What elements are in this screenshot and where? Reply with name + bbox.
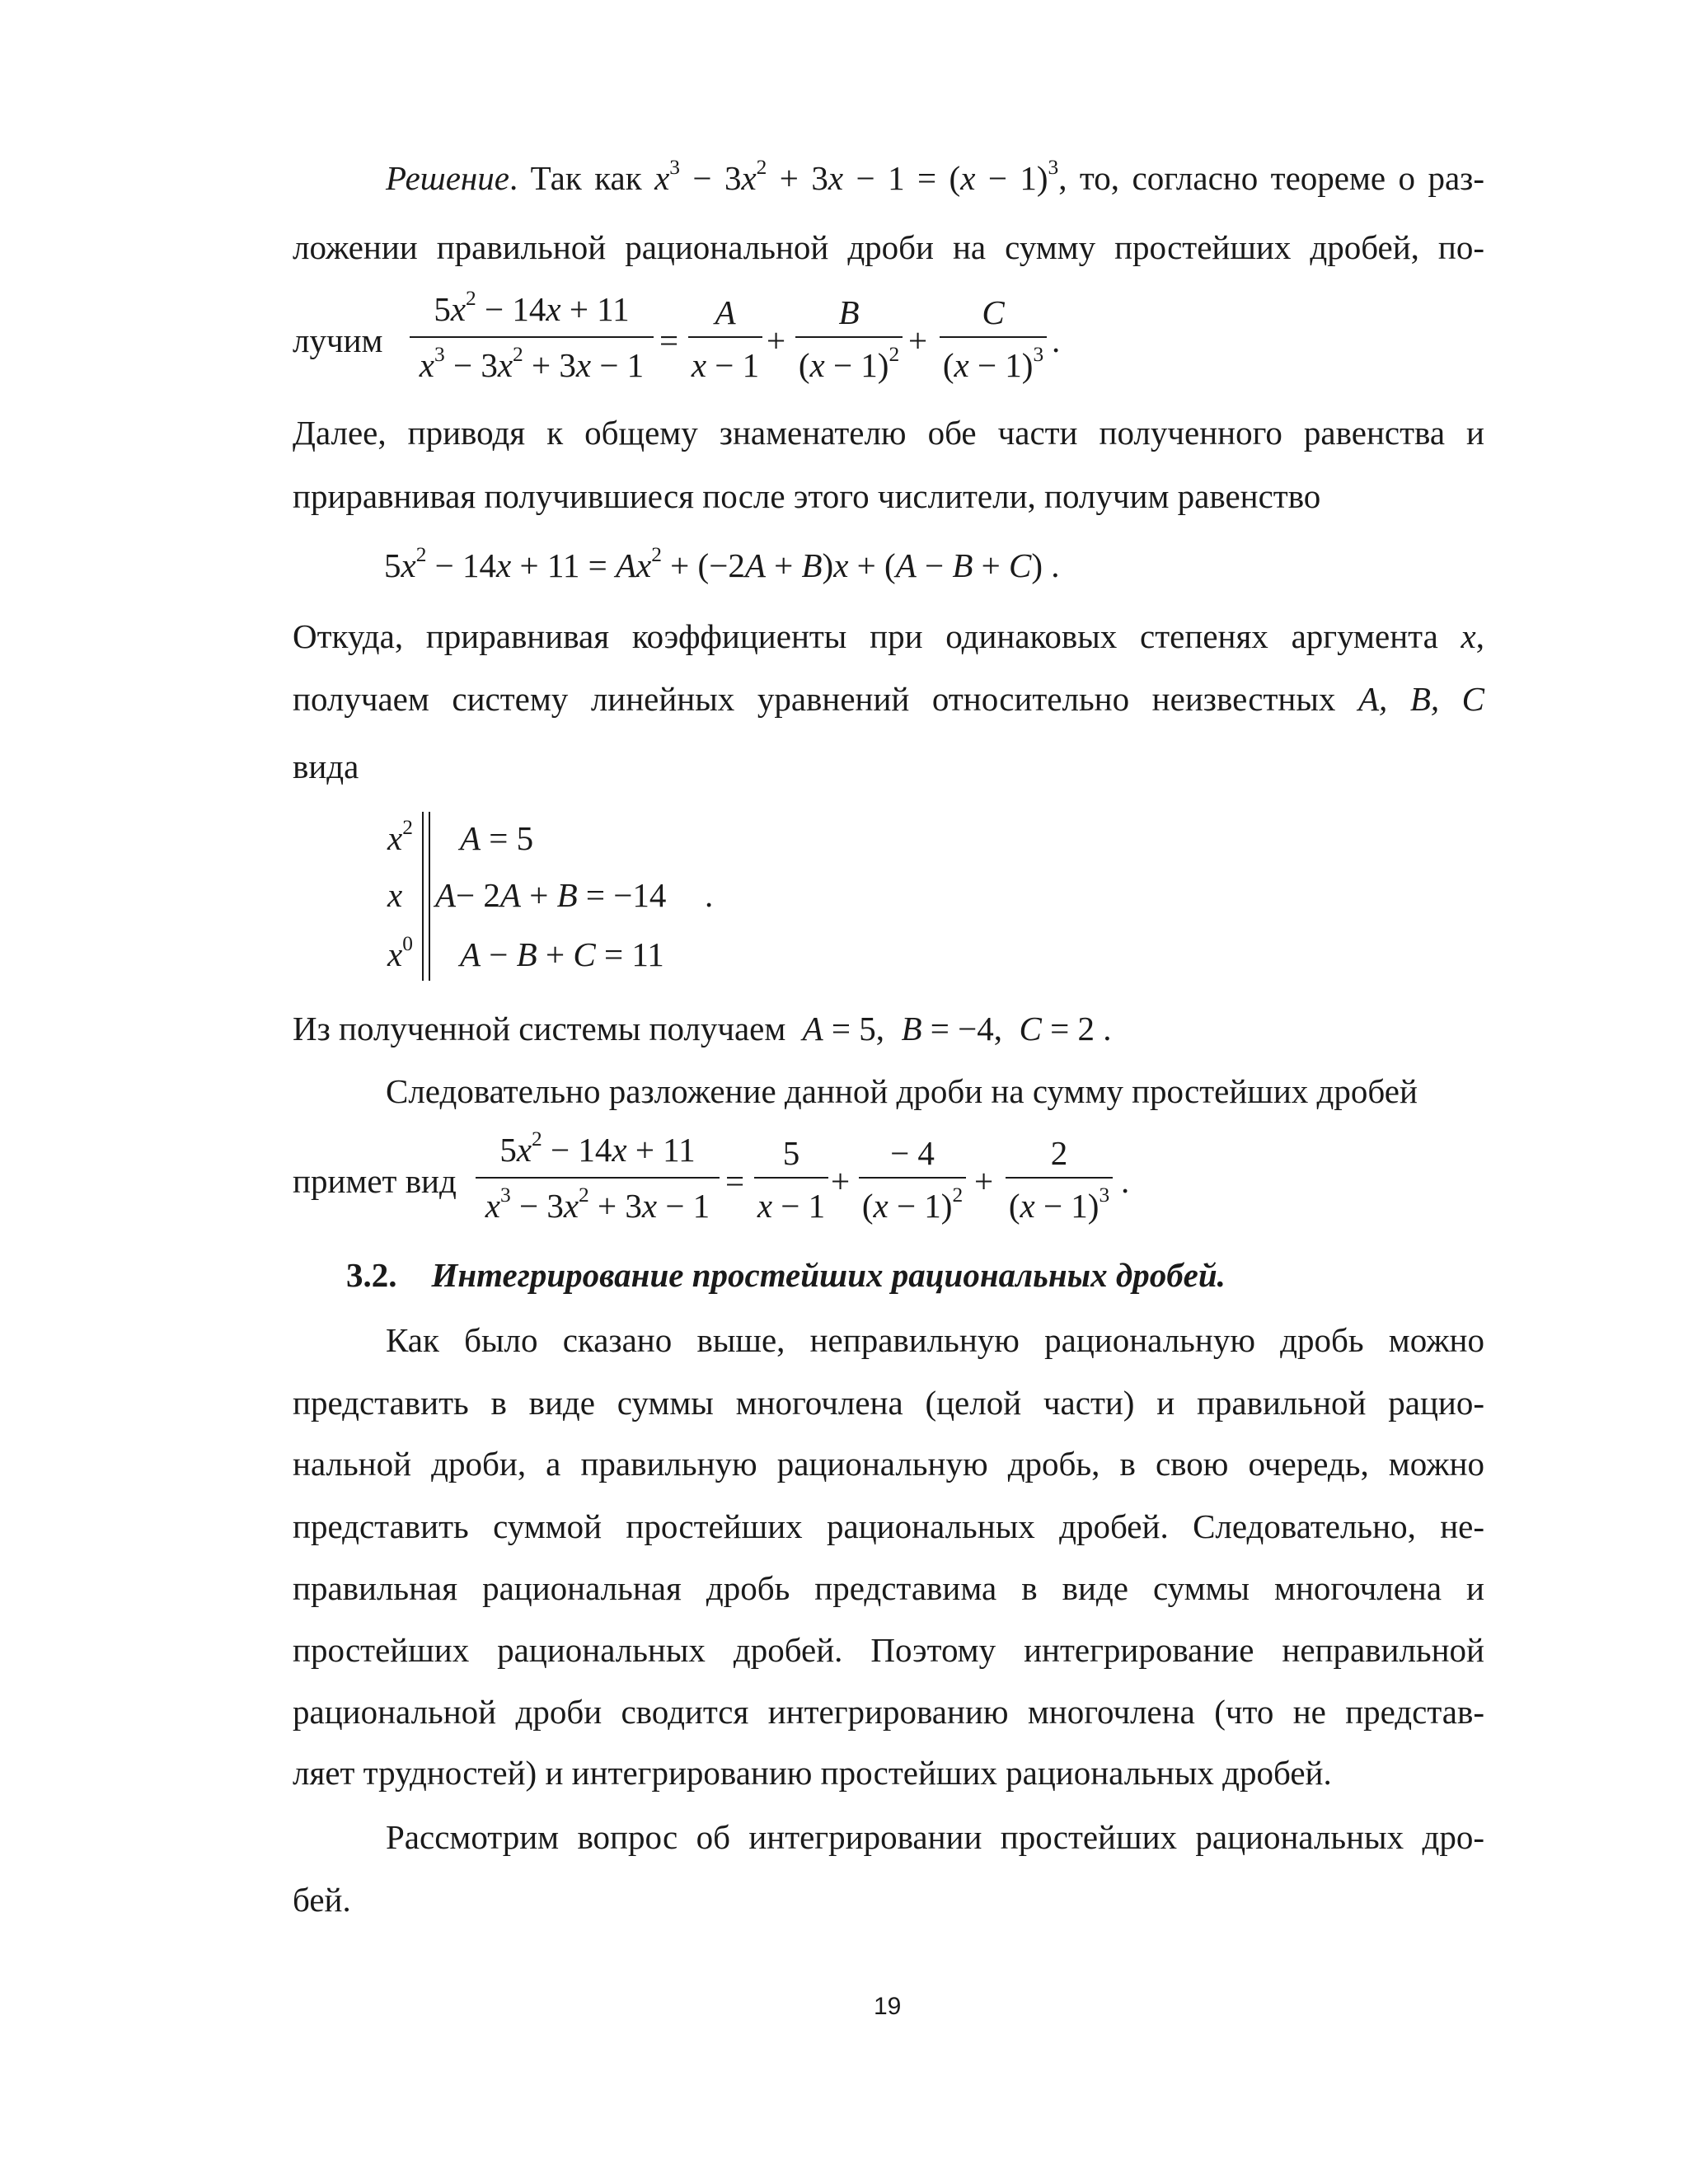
paragraph-line: рациональной дроби сводится интегрированию многочлена (что не представ- [293, 1693, 1484, 1731]
denominator: $x^3 - 3x^2 + 3x - 1$ [485, 1183, 710, 1225]
period: . [1052, 321, 1061, 359]
text-span: , то, согласно теореме о раз- [1058, 159, 1485, 197]
system-equation: A− 2A + B = −14 [435, 876, 667, 914]
fraction-term-3 [1006, 1133, 1113, 1224]
system-label: $x^2$ [387, 815, 413, 857]
plus-sign: + [908, 321, 928, 359]
fraction-lhs [476, 1127, 720, 1225]
numerator: 5 [782, 1134, 800, 1172]
paragraph-line: нальной дроби, а правильную рациональную дробь, в свою очередь, можно [293, 1445, 1484, 1483]
denominator: $(x - 1)^3$ [942, 342, 1044, 384]
paragraph-line: правильная рациональная дробь представима в виде суммы многочлена и [293, 1569, 1484, 1607]
paragraph-line [293, 617, 1484, 655]
paragraph-line: Как было сказано выше, неправильную рациональную дробь можно [386, 1321, 1484, 1359]
numerator: C [982, 293, 1005, 331]
paragraph-line: бей. [293, 1881, 351, 1919]
fraction-term-3 [940, 293, 1047, 383]
numerator: $5x^2 - 14x + 11$ [499, 1127, 696, 1169]
period: . [1121, 1162, 1130, 1200]
paragraph-line: Рассмотрим вопрос об интегрировании простейших рациональных дро- [386, 1818, 1484, 1856]
system-equation: A = 5 [460, 819, 534, 857]
text-span: Откуда, приравнивая коэффициенты при одинаковых степенях аргумента [293, 617, 1438, 655]
section-title: Интегрирование простейших рациональных дробей. [431, 1256, 1226, 1294]
paragraph-line: ложении правильной рациональной дроби на сумму простейших дробей, по- [293, 228, 1484, 266]
fraction-term-1 [754, 1133, 828, 1224]
lead-text: лучим [293, 321, 383, 359]
fraction-term-1 [688, 293, 762, 383]
period: . [705, 876, 714, 914]
solution-label: Решение [386, 159, 509, 197]
paragraph-line: простейших рациональных дробей. Поэтому интегрирование неправильной [293, 1631, 1484, 1669]
paragraph-line: вида [293, 748, 359, 785]
fraction-term-2 [859, 1133, 966, 1224]
solution-values: A = 5, B = −4, C = 2 . [802, 1010, 1112, 1047]
inline-formula: $x^3 - 3x^2 + 3x - 1 = (x - 1)^3$ [654, 155, 1059, 197]
lead-text: примет вид [293, 1162, 457, 1200]
paragraph-line: ляет трудностей) и интегрированию простейших рациональных дробей. [293, 1754, 1332, 1792]
page-number: 19 [874, 1993, 902, 2020]
text-span: , [1475, 617, 1484, 655]
text-span: . Так как [509, 159, 655, 197]
equals-sign: = [659, 321, 679, 359]
paragraph-line: представить в виде суммы многочлена (целой части) и правильной рацио- [293, 1384, 1484, 1422]
variable: x [1461, 617, 1476, 655]
denominator: x − 1 [757, 1187, 826, 1225]
paragraph-line [293, 682, 1484, 716]
numerator: B [838, 293, 860, 331]
system-label: x [387, 876, 403, 914]
formula-numerator-identity: $5x^2 - 14x + 11 = Ax^2 + (-2A + B)x + (A - B + C)$ . [384, 542, 1060, 584]
section-heading [346, 1258, 1226, 1292]
numerator: 2 [1050, 1134, 1068, 1172]
paragraph-line [293, 155, 1485, 197]
text-span: получаем систему линейных уравнений относительно неизвестных [293, 680, 1336, 718]
paragraph-line [293, 1012, 1112, 1046]
denominator: $x^3 - 3x^2 + 3x - 1$ [419, 342, 645, 384]
divider-line [422, 812, 424, 981]
paragraph-line: представить суммой простейших рациональных дробей. Следовательно, не- [293, 1507, 1484, 1545]
plus-sign: + [974, 1162, 994, 1200]
section-number: 3.2. [346, 1256, 397, 1294]
denominator: $(x - 1)^3$ [1008, 1183, 1110, 1225]
numerator: A [715, 293, 736, 331]
fraction-term-2 [795, 293, 903, 383]
numerator: $5x^2 - 14x + 11$ [434, 286, 630, 328]
plus-sign: + [831, 1162, 851, 1200]
equals-sign: = [725, 1162, 745, 1200]
plus-sign: + [767, 321, 786, 359]
divider-line [429, 812, 430, 981]
denominator: $(x - 1)^2$ [798, 342, 900, 384]
denominator: $(x - 1)^2$ [861, 1183, 964, 1225]
numerator: − 4 [890, 1134, 935, 1172]
text-span: Из полученной системы получаем [293, 1010, 786, 1047]
fraction-lhs [410, 286, 654, 384]
system-label: $x^0$ [387, 931, 413, 973]
variables: A, B, C [1357, 680, 1485, 718]
paragraph-line: Далее, приводя к общему знаменателю обе части полученного равенства и [293, 414, 1484, 452]
system-equation: A − B + C = 11 [460, 935, 664, 973]
denominator: x − 1 [691, 346, 760, 384]
paragraph-line: приравнивая получившиеся после этого числители, получим равенство [293, 477, 1321, 515]
paragraph-line: Следовательно разложение данной дроби на сумму простейших дробей [386, 1072, 1418, 1110]
